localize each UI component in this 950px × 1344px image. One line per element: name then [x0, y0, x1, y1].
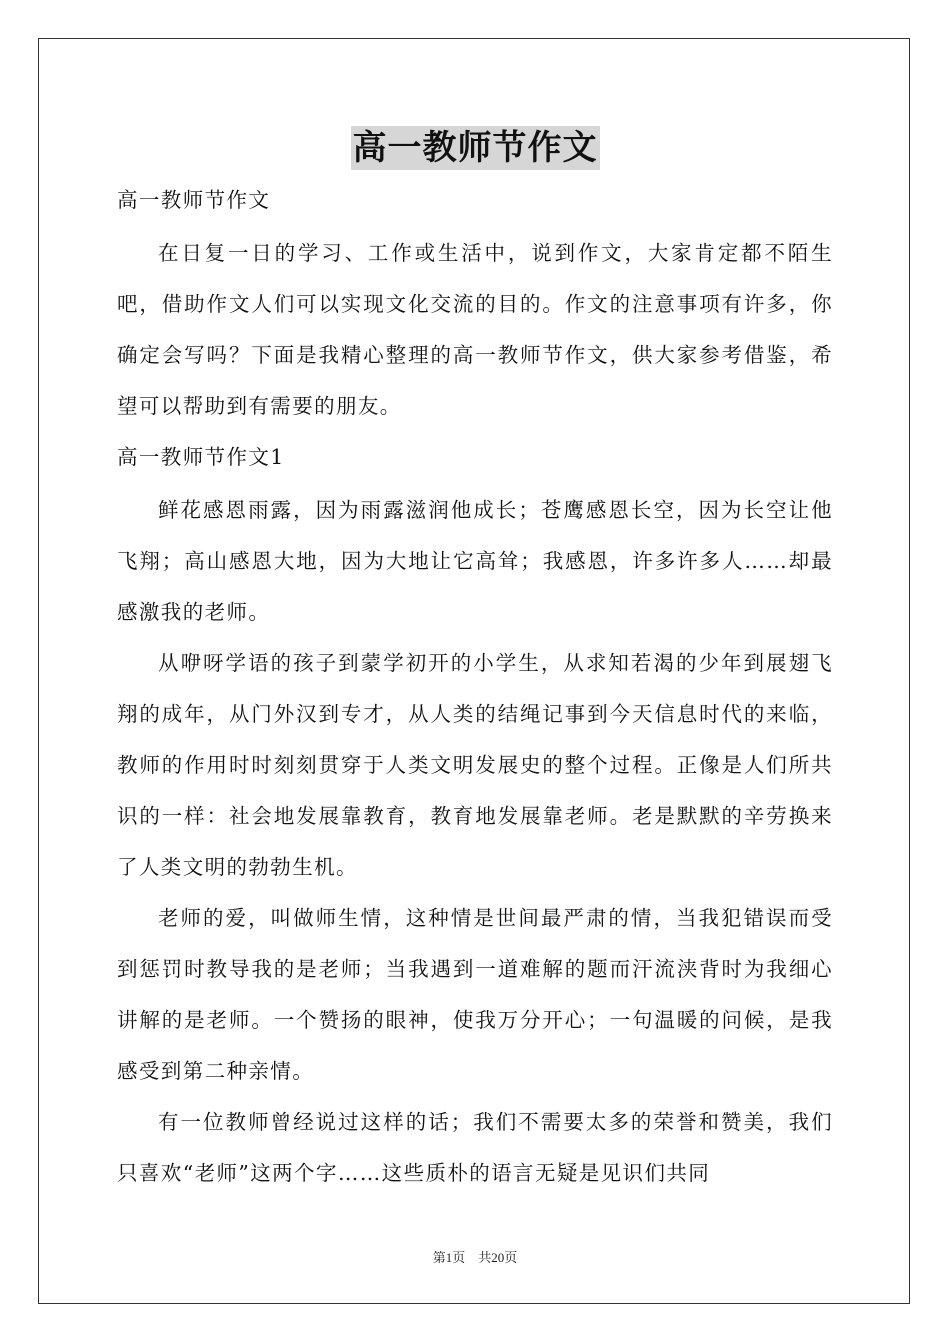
page-footer: 第1页 共20页: [432, 1250, 518, 1265]
title-wrap: [0, 126, 950, 170]
paragraph-2: 从咿呀学语的孩子到蒙学初开的小学生，从求知若渴的少年到展翅飞翔的成年，从门外汉到专才，从人类的结绳记事到今天信息时代的来临，教师的作用时时刻刻贯穿于人类文明发展史的整个过程。正像是人们所共识的一样：社会地发展靠教育，教育地发展靠老师。老是默默的辛劳换来了人类文明的勃勃生机。: [117, 651, 833, 879]
paragraph-1: 鲜花感恩雨露，因为雨露滋润他成长；苍鹰感恩长空，因为长空让他飞翔；高山感恩大地，因为大地让它高耸；我感恩，许多许多人……却最感激我的老师。: [117, 498, 833, 624]
intro-paragraph: 在日复一日的学习、工作或生活中，说到作文，大家肯定都不陌生吧，借助作文人们可以实现文化交流的目的。作文的注意事项有许多，你确定会写吗？下面是我精心整理的高一教师节作文，供大家参考借鉴，希望可以帮助到有需要的朋友。: [117, 241, 833, 418]
section-heading: 高一教师节作文1: [117, 445, 285, 469]
document-body: [117, 178, 833, 1199]
paragraph-4: 有一位教师曾经说过这样的话；我们不需要太多的荣誉和赞美，我们只喜欢“老师”这两个字……这些质朴的语言无疑是见识们共同: [117, 1110, 833, 1185]
paragraph-3: 老师的爱，叫做师生情，这种情是世间最严肃的情，当我犯错误而受到惩罚时教导我的是老师；当我遇到一道难解的题而汗流浃背时为我细心讲解的是老师。一个赞扬的眼神，使我万分开心；一句温暖的问候，是我感受到第二种亲情。: [117, 906, 833, 1083]
subtitle: 高一教师节作文: [117, 188, 271, 212]
document-title: 高一教师节作文: [352, 128, 598, 168]
